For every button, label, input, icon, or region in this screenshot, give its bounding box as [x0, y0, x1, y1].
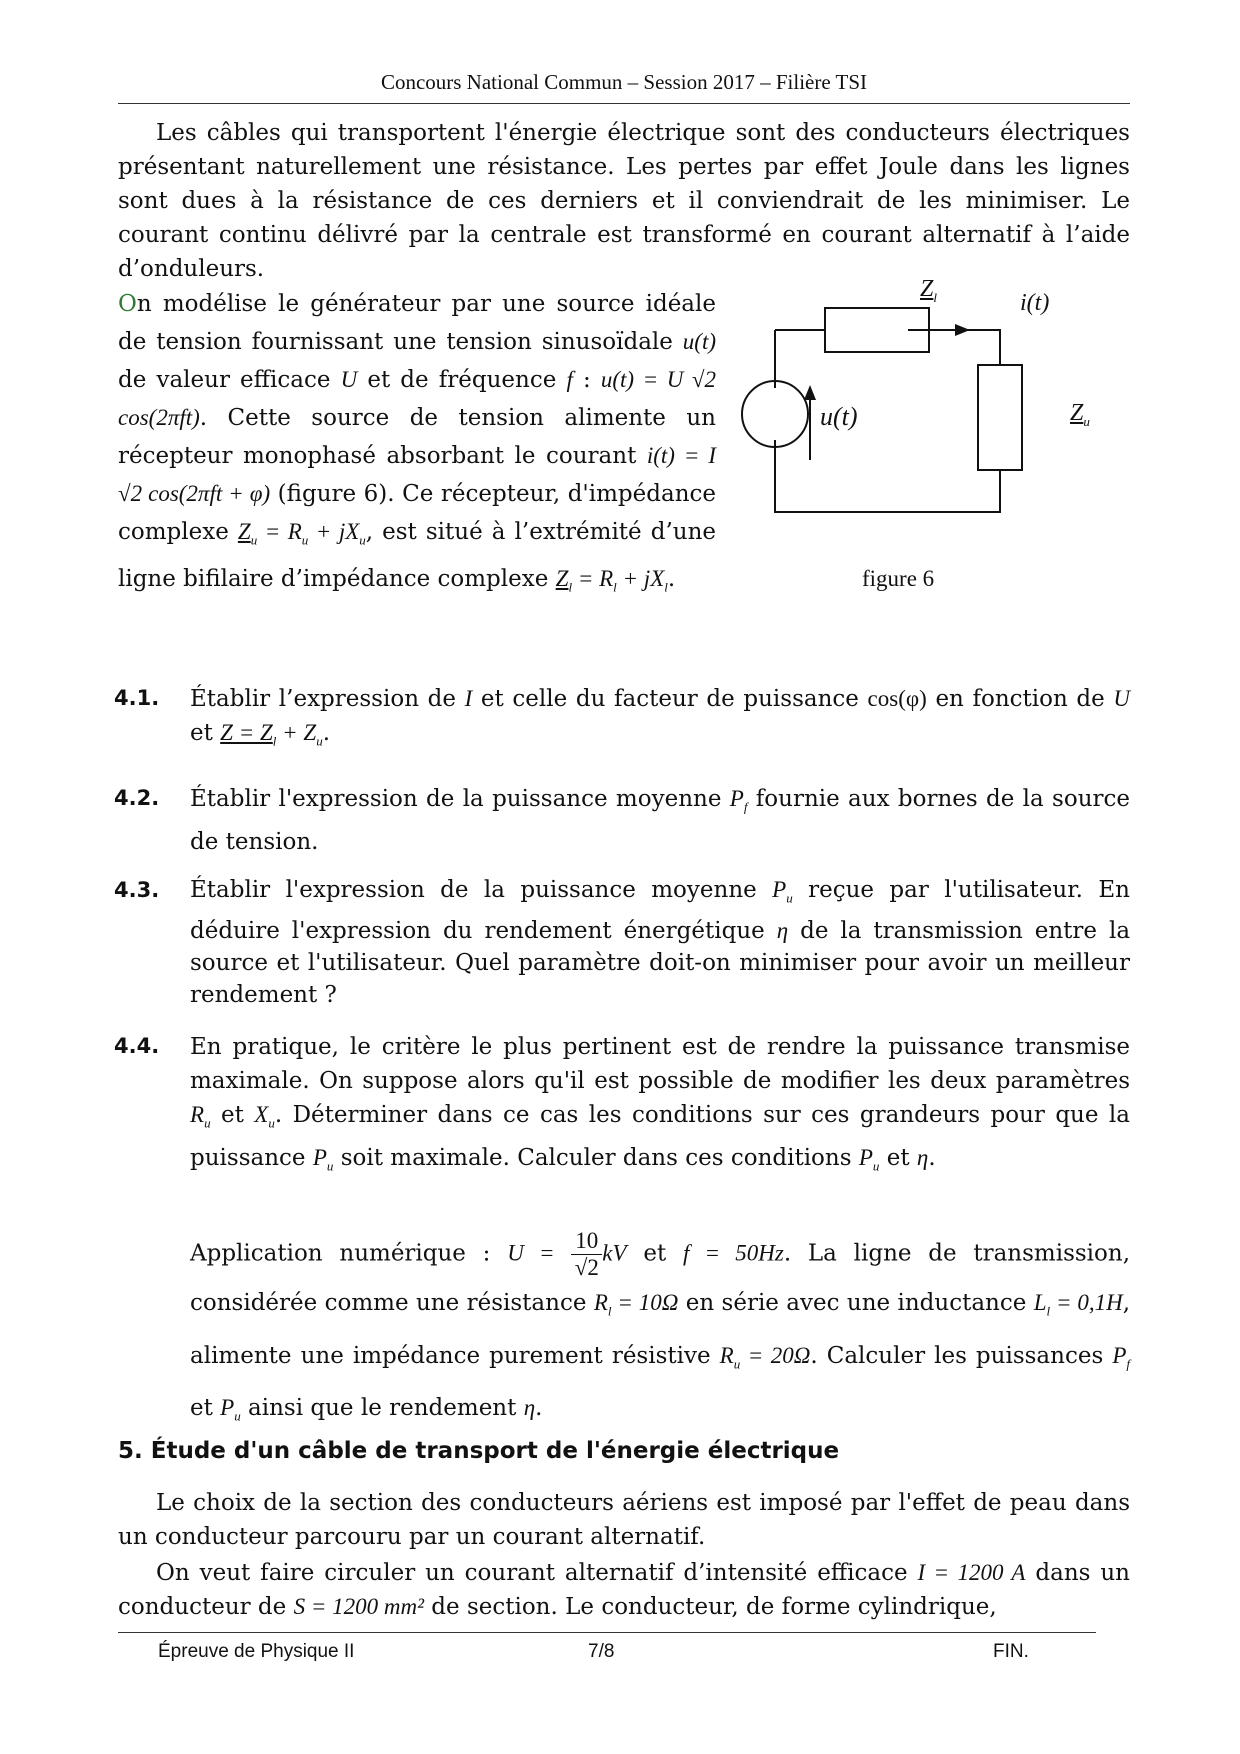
page-footer: [118, 1632, 1096, 1663]
model-text-1: n modélise le générateur par une source idéale de tension fournissant une tension sinusoïdale: [118, 291, 716, 355]
question-number-4-2: 4.2.: [114, 786, 160, 810]
footer-left: Épreuve de Physique II: [158, 1641, 355, 1662]
question-4-4: En pratique, le critère le plus pertinent est de rendre la puissance transmise maximale. On suppose alors qu'il est possible de modifier les deux paramètres $R_u$ et $X_u$. Déterminer dans ce cas les conditions sur ces grandeurs pour que la puissance $P_u$ soit maximale. Calculer dans ces conditions $P_u$ et η.: [190, 1034, 1130, 1174]
impedance-Zu-box: [978, 365, 1022, 470]
circuit-figure: [730, 276, 1130, 620]
model-text-8: .: [667, 565, 676, 592]
page-header: Concours National Commun – Session 2017 – Filière TSI: [118, 70, 1130, 104]
wire-bottom: [775, 440, 1000, 512]
intro-paragraph: Les câbles qui transportent l'énergie électrique sont des conducteurs électriques présentant naturellement une résistance. Les pertes par effet Joule dans les lignes sont dues à la résistance de ces derniers et il conviendrait de les minimiser. Le courant continu délivré par la centrale est transformé en courant alternatif à l’aide d’onduleurs.: [118, 120, 1130, 282]
model-text-4: :: [582, 367, 591, 393]
math-U: U: [340, 367, 358, 392]
voltage-source-circle: [742, 381, 808, 447]
question-number-4-1: 4.1.: [114, 686, 160, 710]
model-text-5: . Cette source de tension alimente un récepteur monophasé absorbant le courant: [118, 405, 716, 469]
footer-page-number: 7/8: [588, 1641, 615, 1662]
math-Zl-equation: $Z_l = R_l + jX_l$: [555, 565, 668, 595]
wire-top-right: [963, 330, 1000, 365]
math-ut: u(t): [682, 329, 716, 354]
voltage-arrow-head: [804, 385, 816, 400]
section-5-paragraph-1: Le choix de la section des conducteurs aériens est imposé par l'effet de peau dans un conducteur parcouru par un courant alternatif.: [118, 1490, 1130, 1550]
label-Zl: $Z_l$: [920, 276, 937, 305]
model-paragraph: [118, 285, 716, 606]
application-numerique: Application numérique : U = $\frac{10}{√2}$ kV et f = 50Hz. La ligne de transmission, considérée comme une résistance $R_l = 10\Omega$ en série avec une inductance $L_l = 0,1H$, alimente une impédance purement résistive $R_u = 20\Omega$. Calculer les puissances $P_f$ et $P_u$ ainsi que le rendement η.: [190, 1228, 1131, 1424]
model-text-7: , est situé à l’extrémité d’une ligne bifilaire d’impédance complexe: [118, 519, 717, 592]
model-text-2: de valeur efficace: [118, 367, 331, 393]
math-Zu-equation: $Z_u = R_u + jX_u$: [237, 519, 366, 548]
current-arrow-head: [955, 324, 970, 336]
math-f: f: [566, 367, 573, 392]
footer-right: FIN.: [993, 1641, 1029, 1662]
section-5-title: 5. Étude d'un câble de transport de l'énergie électrique: [118, 1438, 840, 1464]
question-4-1: Établir l’expression de I et celle du facteur de puissance cos(φ) en fonction de U et $Z = Z_l + Z_u$.: [190, 686, 1131, 749]
math-i-equation: i(t) = I √2 cos(2πft + φ): [118, 443, 717, 506]
question-4-2: Établir l'expression de la puissance moyenne $P_f$ fournie aux bornes de la source de tension.: [190, 786, 1130, 855]
model-text-6: (figure 6). Ce récepteur, d'impédance complexe: [118, 481, 716, 545]
label-u: u(t): [820, 402, 858, 431]
question-4-3: Établir l'expression de la puissance moyenne $P_u$ reçue par l'utilisateur. En déduire l'expression du rendement énergétique η de la transmission entre la source et l'utilisateur. Quel paramètre doit-on minimiser pour avoir un meilleur rendement ?: [190, 877, 1131, 1008]
question-number-4-4: 4.4.: [114, 1034, 160, 1058]
question-number-4-3: 4.3.: [114, 878, 160, 902]
label-i: i(t): [1020, 290, 1050, 316]
math-u-equation: u(t) = U √2 cos(2πft): [118, 367, 717, 430]
section-5-paragraph-2: On veut faire circuler un courant alternatif d’intensité efficace I = 1200 A dans un conducteur de S = 1200 mm² de section. Le conducteur, de forme cylindrique,: [118, 1560, 1130, 1620]
fraction-10-sqrt2: $\frac{10}{√2}$: [571, 1228, 602, 1281]
model-text-3: et de fréquence: [367, 367, 557, 393]
green-initial: O: [118, 291, 137, 317]
figure-caption: figure 6: [862, 566, 935, 591]
label-Zu: $Z_u$: [1070, 400, 1090, 429]
